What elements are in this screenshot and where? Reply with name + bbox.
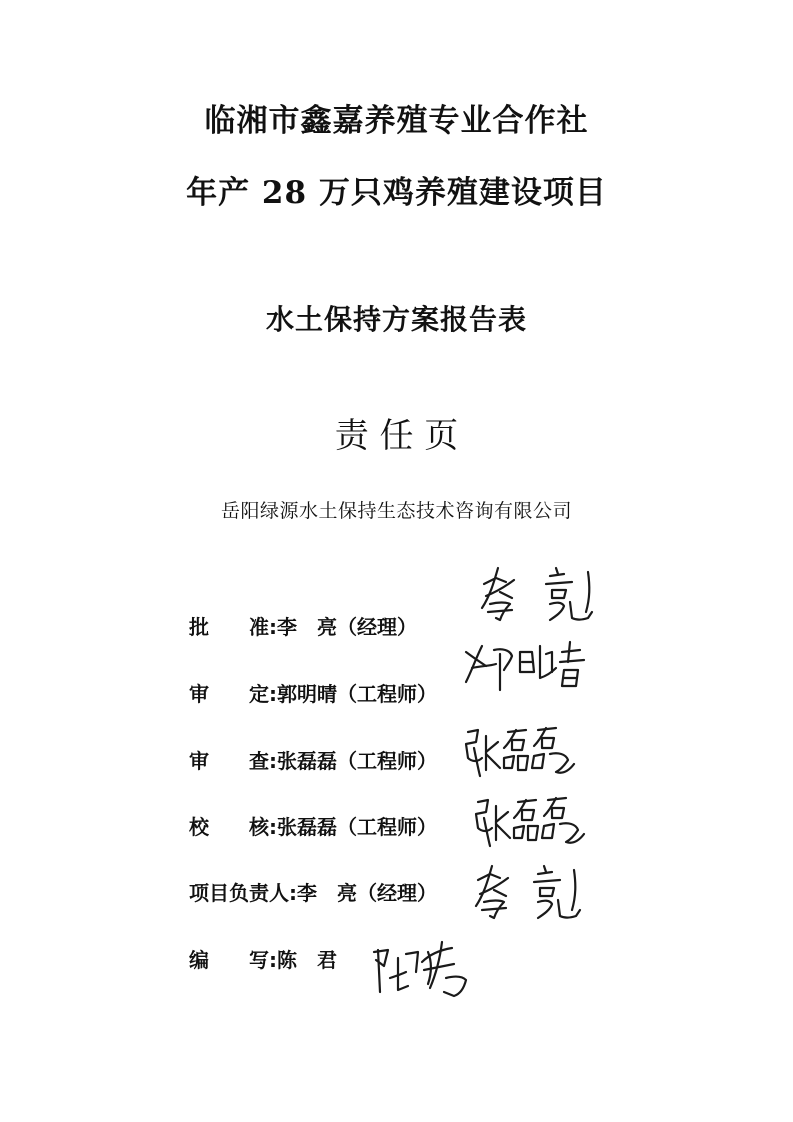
staff-role: 项目负责人:	[189, 881, 297, 905]
staff-name: 张磊磊（工程师）	[277, 815, 437, 839]
staff-row-validate	[189, 678, 437, 707]
staff-row-author	[189, 944, 337, 973]
staff-name: 张磊磊（工程师）	[277, 749, 437, 773]
signature-project-lead	[470, 862, 585, 924]
staff-role: 校 核:	[189, 815, 277, 839]
company-name: 岳阳绿源水土保持生态技术咨询有限公司	[220, 500, 572, 522]
staff-row-project-lead	[189, 877, 437, 906]
staff-name: 李 亮（经理）	[277, 615, 417, 639]
staff-role: 审 定:	[189, 682, 277, 706]
project-title-line-2: 年产 28 万只鸡养殖建设项目	[186, 175, 607, 211]
page-title: 责 任 页	[334, 416, 459, 456]
staff-role: 审 查:	[189, 749, 277, 773]
signature-review	[460, 718, 580, 780]
staff-row-check	[189, 811, 437, 840]
staff-name: 陈 君	[277, 948, 337, 972]
staff-row-review	[189, 745, 437, 774]
report-title: 水土保持方案报告表	[265, 303, 527, 336]
project-title-line-1: 临湘市鑫嘉养殖专业合作社	[204, 103, 589, 139]
staff-name: 郭明晴（工程师）	[277, 682, 437, 706]
staff-row-approve	[189, 611, 417, 640]
signature-check	[470, 786, 588, 848]
staff-name: 李 亮（经理）	[297, 881, 437, 905]
signature-validate	[460, 632, 595, 694]
signature-author	[368, 932, 478, 1004]
staff-role: 编 写:	[189, 948, 277, 972]
signature-approve	[476, 562, 601, 624]
staff-role: 批 准:	[189, 615, 277, 639]
